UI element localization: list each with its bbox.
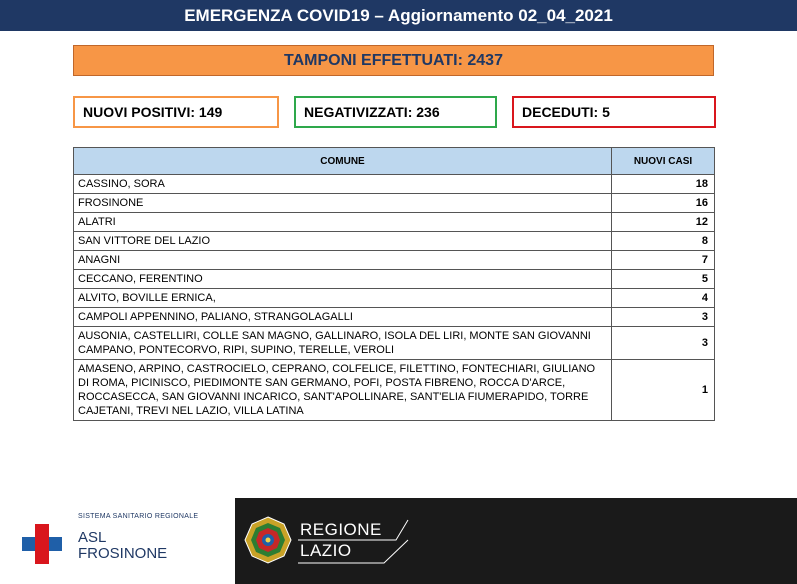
casi-cell: 3 [612,308,715,327]
regione-line1: REGIONE [300,520,382,539]
asl-name [78,530,167,562]
header-bar [0,0,797,31]
negativizzati-box [294,96,497,128]
table-row [74,194,715,213]
comune-cell: SAN VITTORE DEL LAZIO [74,232,612,251]
table-row [74,289,715,308]
table-row [74,232,715,251]
regione-name [300,519,382,561]
casi-cell: 5 [612,270,715,289]
comune-cell: ALATRI [74,213,612,232]
tamponi-banner [73,45,714,76]
comune-cell: CAMPOLI APPENNINO, PALIANO, STRANGOLAGALLI [74,308,612,327]
deceduti-label: DECEDUTI: 5 [522,104,610,120]
regione-lazio-emblem-icon [244,516,292,564]
table-row [74,327,715,360]
asl-name-line2: FROSINONE [78,545,168,562]
comune-cell: CECCANO, FERENTINO [74,270,612,289]
comune-cell: ALVITO, BOVILLE ERNICA, [74,289,612,308]
deceduti-box [512,96,716,128]
asl-subtitle: SISTEMA SANITARIO REGIONALE [78,513,199,520]
table-row [74,308,715,327]
table-row [74,360,715,421]
comune-cell: AUSONIA, CASTELLIRI, COLLE SAN MAGNO, GALLINARO, ISOLA DEL LIRI, MONTE SAN GIOVANNI CAMPANO, PONTECORVO, RIPI, SUPINO, TERELLE, VEROLI [74,327,612,360]
casi-cell: 16 [612,194,715,213]
table-row [74,270,715,289]
casi-cell: 3 [612,327,715,360]
table-row [74,175,715,194]
nuovi-positivi-box [73,96,279,128]
table-header-row [74,148,715,175]
column-header-comune: COMUNE [74,148,612,175]
casi-cell: 18 [612,175,715,194]
casi-cell: 7 [612,251,715,270]
asl-name-line1: ASL [78,529,107,546]
tamponi-label: TAMPONI EFFETTUATI: 2437 [284,51,503,69]
casi-cell: 12 [612,213,715,232]
table-row [74,251,715,270]
comune-cell: CASSINO, SORA [74,175,612,194]
comune-cell: ANAGNI [74,251,612,270]
comune-cell: FROSINONE [74,194,612,213]
casi-cell: 8 [612,232,715,251]
nuovi-positivi-label: NUOVI POSITIVI: 149 [83,104,223,120]
comune-cell: AMASENO, ARPINO, CASTROCIELO, CEPRANO, COLFELICE, FILETTINO, FONTECHIARI, GIULIANO DI ROMA, PICINISCO, PIEDIMONTE SAN GERMANO, POFI, POSTA FIBRENO, ROCCA D'ARCE, ROCCASECCA, SAN GIOVANNI INCARICO, SANT'APOLLINARE, SANT'ELIA FIUMERAPIDO, TORRE CAJETANI, TREVI NEL LAZIO, VILLA LATINA [74,360,612,421]
regione-line2: LAZIO [300,541,352,560]
casi-cell: 1 [612,360,715,421]
cases-table [73,147,715,421]
casi-cell: 4 [612,289,715,308]
table-row [74,213,715,232]
asl-cross-logo-icon [20,522,64,566]
page-title: EMERGENZA COVID19 – Aggiornamento 02_04_2021 [184,5,613,25]
negativizzati-label: NEGATIVIZZATI: 236 [304,104,440,120]
column-header-nuovi-casi: NUOVI CASI [612,148,715,175]
